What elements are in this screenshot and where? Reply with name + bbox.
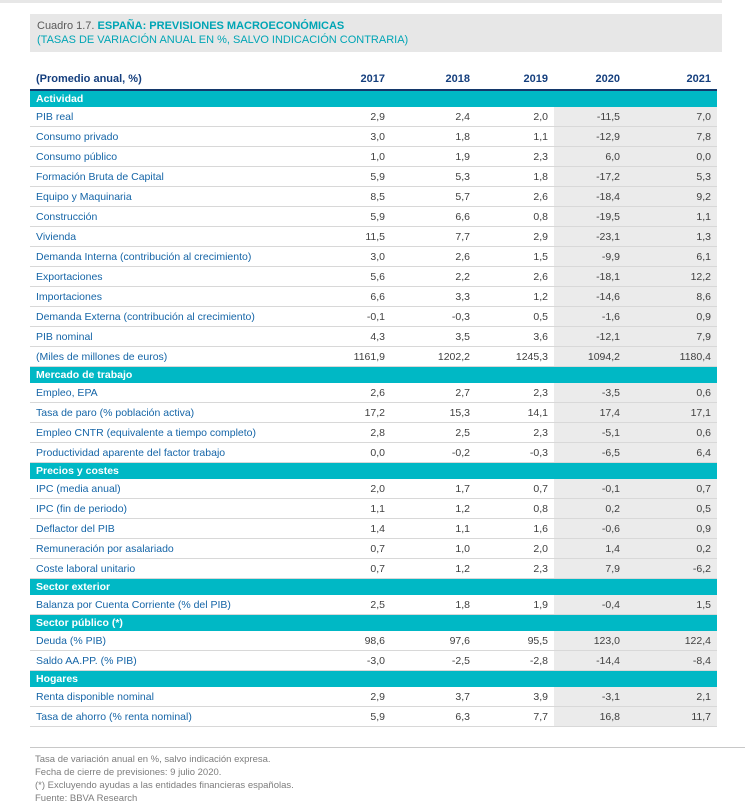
cell-value: 0,0 [302,443,391,463]
cell-value: -0,3 [476,443,554,463]
row-label: Deuda (% PIB) [30,631,302,651]
cell-value: 3,0 [302,127,391,147]
section-header-row [30,367,717,384]
cell-value: 2,9 [476,227,554,247]
cell-value: -14,6 [554,287,626,307]
cell-value: 0,7 [302,539,391,559]
cell-value: -23,1 [554,227,626,247]
cell-value: 0,7 [476,479,554,499]
table-row [30,287,717,307]
row-label: Remuneración por asalariado [30,539,302,559]
cell-value: 1,3 [626,227,717,247]
row-label: Renta disponible nominal [30,687,302,707]
cell-value: -2,5 [391,651,476,671]
cell-value: 2,6 [391,247,476,267]
cell-value: 2,3 [476,423,554,443]
cell-value: 0,7 [302,559,391,579]
cell-value: 14,1 [476,403,554,423]
cell-value: 3,3 [391,287,476,307]
cell-value: -0,1 [554,479,626,499]
cell-value: 12,2 [626,267,717,287]
cell-value: -8,4 [626,651,717,671]
cell-value: 6,6 [391,207,476,227]
cell-value: 5,9 [302,707,391,727]
row-label: IPC (media anual) [30,479,302,499]
table-row [30,519,717,539]
row-label: Construcción [30,207,302,227]
table-row [30,127,717,147]
cell-value: 1,2 [391,559,476,579]
table-row [30,347,717,367]
column-header-year: 2017 [302,69,391,90]
cell-value: 1,2 [391,499,476,519]
table-row [30,559,717,579]
table-row [30,267,717,287]
row-label: Vivienda [30,227,302,247]
cell-value: 1,4 [554,539,626,559]
cell-value: 7,9 [626,327,717,347]
cell-value: -6,2 [626,559,717,579]
cell-value: 2,2 [391,267,476,287]
cell-value: 1245,3 [476,347,554,367]
cell-value: -9,9 [554,247,626,267]
footnote-line: (*) Excluyendo ayudas a las entidades financieras españolas. [35,780,294,791]
row-label: Tasa de ahorro (% renta nominal) [30,707,302,727]
cell-value: 6,1 [626,247,717,267]
column-header-year: 2019 [476,69,554,90]
cell-value: 1,9 [476,595,554,615]
cell-value: -2,8 [476,651,554,671]
cell-value: 0,0 [626,147,717,167]
section-title: Hogares [30,671,717,688]
cell-value: 6,3 [391,707,476,727]
cell-value: 1,8 [476,167,554,187]
cell-value: 1,1 [391,519,476,539]
cell-value: -3,1 [554,687,626,707]
cell-value: 2,8 [302,423,391,443]
cell-value: -5,1 [554,423,626,443]
row-label: Saldo AA.PP. (% PIB) [30,651,302,671]
cell-value: 98,6 [302,631,391,651]
cell-value: -18,4 [554,187,626,207]
footnote-line: Fuente: BBVA Research [35,793,138,804]
cell-value: 8,5 [302,187,391,207]
table-title: ESPAÑA: PREVISIONES MACROECONÓMICAS [97,20,345,32]
cell-value: 1,9 [391,147,476,167]
cell-value: 5,3 [626,167,717,187]
footer-divider [30,747,745,748]
cell-value: 1,5 [476,247,554,267]
footnote-line: Fecha de cierre de previsiones: 9 julio 2020. [35,767,222,778]
row-label: PIB nominal [30,327,302,347]
cell-value: 2,6 [476,187,554,207]
table-row [30,539,717,559]
cell-value: 2,0 [302,479,391,499]
cell-value: -3,0 [302,651,391,671]
cell-value: 17,1 [626,403,717,423]
cell-value: -0,3 [391,307,476,327]
table-row [30,107,717,127]
cell-value: -18,1 [554,267,626,287]
row-label: Demanda Externa (contribución al crecimiento) [30,307,302,327]
cell-value: 1,6 [476,519,554,539]
cell-value: 5,6 [302,267,391,287]
cell-value: -1,6 [554,307,626,327]
cell-value: 7,7 [391,227,476,247]
section-header-row [30,463,717,480]
cell-value: 5,7 [391,187,476,207]
cell-value: 2,3 [476,147,554,167]
row-label: Importaciones [30,287,302,307]
table-number: Cuadro 1.7. [37,20,95,32]
column-header-year: 2021 [626,69,717,90]
row-label: Consumo privado [30,127,302,147]
cell-value: 3,5 [391,327,476,347]
footnote-line: Tasa de variación anual en %, salvo indicación expresa. [35,754,271,765]
cell-value: 7,0 [626,107,717,127]
row-label: Coste laboral unitario [30,559,302,579]
cell-value: 0,2 [626,539,717,559]
column-header-year: 2020 [554,69,626,90]
cell-value: 7,7 [476,707,554,727]
cell-value: -12,1 [554,327,626,347]
section-header-row [30,579,717,596]
table-row [30,207,717,227]
cell-value: 4,3 [302,327,391,347]
cell-value: 1,1 [626,207,717,227]
cell-value: 1,0 [391,539,476,559]
cell-value: 0,6 [626,383,717,403]
table-title-line [37,19,714,33]
table-row [30,499,717,519]
cell-value: 11,5 [302,227,391,247]
cell-value: 3,9 [476,687,554,707]
column-header-row [30,69,717,90]
table-row [30,227,717,247]
cell-value: 15,3 [391,403,476,423]
row-label: Exportaciones [30,267,302,287]
table-row [30,595,717,615]
cell-value: 1,7 [391,479,476,499]
cell-value: 5,9 [302,207,391,227]
cell-value: 6,6 [302,287,391,307]
row-label: IPC (fin de periodo) [30,499,302,519]
table-row [30,423,717,443]
cell-value: 2,9 [302,687,391,707]
cell-value: 1,8 [391,595,476,615]
cell-value: 2,6 [476,267,554,287]
row-label: Productividad aparente del factor trabajo [30,443,302,463]
cell-value: 122,4 [626,631,717,651]
row-label: Tasa de paro (% población activa) [30,403,302,423]
section-title: Actividad [30,90,717,107]
cell-value: 5,9 [302,167,391,187]
table-row [30,147,717,167]
cell-value: 2,5 [302,595,391,615]
table-row [30,247,717,267]
cell-value: 0,7 [626,479,717,499]
table-row [30,443,717,463]
table-row [30,383,717,403]
row-label: (Miles de millones de euros) [30,347,302,367]
cell-value: 1,5 [626,595,717,615]
column-header-year: 2018 [391,69,476,90]
cell-value: -3,5 [554,383,626,403]
section-header-row [30,615,717,632]
section-header-row [30,671,717,688]
cell-value: 0,6 [626,423,717,443]
table-row [30,631,717,651]
table-subtitle: (TASAS DE VARIACIÓN ANUAL EN %, SALVO INDICACIÓN CONTRARIA) [37,34,409,46]
cell-value: 11,7 [626,707,717,727]
cell-value: -0,1 [302,307,391,327]
cell-value: -19,5 [554,207,626,227]
cell-value: 2,6 [302,383,391,403]
cell-value: 1202,2 [391,347,476,367]
table-row [30,167,717,187]
cell-value: -14,4 [554,651,626,671]
cell-value: 7,8 [626,127,717,147]
cell-value: 2,9 [302,107,391,127]
table-row [30,687,717,707]
cell-value: -12,9 [554,127,626,147]
column-header-label: (Promedio anual, %) [30,69,302,90]
section-title: Mercado de trabajo [30,367,717,384]
top-edge-strip [0,0,722,3]
cell-value: 6,0 [554,147,626,167]
cell-value: 1,1 [302,499,391,519]
cell-value: 0,9 [626,307,717,327]
row-label: Deflactor del PIB [30,519,302,539]
cell-value: 1094,2 [554,347,626,367]
cell-value: 6,4 [626,443,717,463]
cell-value: -11,5 [554,107,626,127]
cell-value: -0,4 [554,595,626,615]
table-row [30,187,717,207]
table-row [30,307,717,327]
row-label: Empleo CNTR (equivalente a tiempo completo) [30,423,302,443]
cell-value: 2,5 [391,423,476,443]
section-title: Sector público (*) [30,615,717,632]
row-label: Formación Bruta de Capital [30,167,302,187]
cell-value: 2,4 [391,107,476,127]
section-title: Sector exterior [30,579,717,596]
cell-value: 0,5 [476,307,554,327]
section-header-row [30,90,717,107]
cell-value: 2,3 [476,559,554,579]
table-row [30,707,717,727]
cell-value: 0,8 [476,207,554,227]
cell-value: 7,9 [554,559,626,579]
cell-value: 0,5 [626,499,717,519]
cell-value: 95,5 [476,631,554,651]
cell-value: -17,2 [554,167,626,187]
cell-value: 3,0 [302,247,391,267]
cell-value: -6,5 [554,443,626,463]
row-label: Balanza por Cuenta Corriente (% del PIB) [30,595,302,615]
cell-value: 123,0 [554,631,626,651]
cell-value: 1,1 [476,127,554,147]
cell-value: 1,2 [476,287,554,307]
cell-value: 2,0 [476,107,554,127]
cell-value: 1,8 [391,127,476,147]
cell-value: 0,8 [476,499,554,519]
cell-value: -0,6 [554,519,626,539]
cell-value: 9,2 [626,187,717,207]
row-label: Demanda Interna (contribución al crecimiento) [30,247,302,267]
row-label: PIB real [30,107,302,127]
table-row [30,327,717,347]
cell-value: 1161,9 [302,347,391,367]
forecast-table [30,69,717,727]
table-row [30,651,717,671]
cell-value: 5,3 [391,167,476,187]
cell-value: 17,4 [554,403,626,423]
cell-value: 0,2 [554,499,626,519]
section-title: Precios y costes [30,463,717,480]
cell-value: 97,6 [391,631,476,651]
table-title-block [30,14,722,52]
table-row [30,479,717,499]
cell-value: 1180,4 [626,347,717,367]
cell-value: 2,7 [391,383,476,403]
row-label: Empleo, EPA [30,383,302,403]
cell-value: 1,0 [302,147,391,167]
cell-value: 16,8 [554,707,626,727]
cell-value: 0,9 [626,519,717,539]
row-label: Consumo público [30,147,302,167]
cell-value: 8,6 [626,287,717,307]
cell-value: 2,1 [626,687,717,707]
cell-value: 3,7 [391,687,476,707]
cell-value: 1,4 [302,519,391,539]
cell-value: 2,3 [476,383,554,403]
cell-value: 3,6 [476,327,554,347]
cell-value: 17,2 [302,403,391,423]
row-label: Equipo y Maquinaria [30,187,302,207]
table-row [30,403,717,423]
cell-value: 2,0 [476,539,554,559]
cell-value: -0,2 [391,443,476,463]
footnotes-block [35,753,751,805]
